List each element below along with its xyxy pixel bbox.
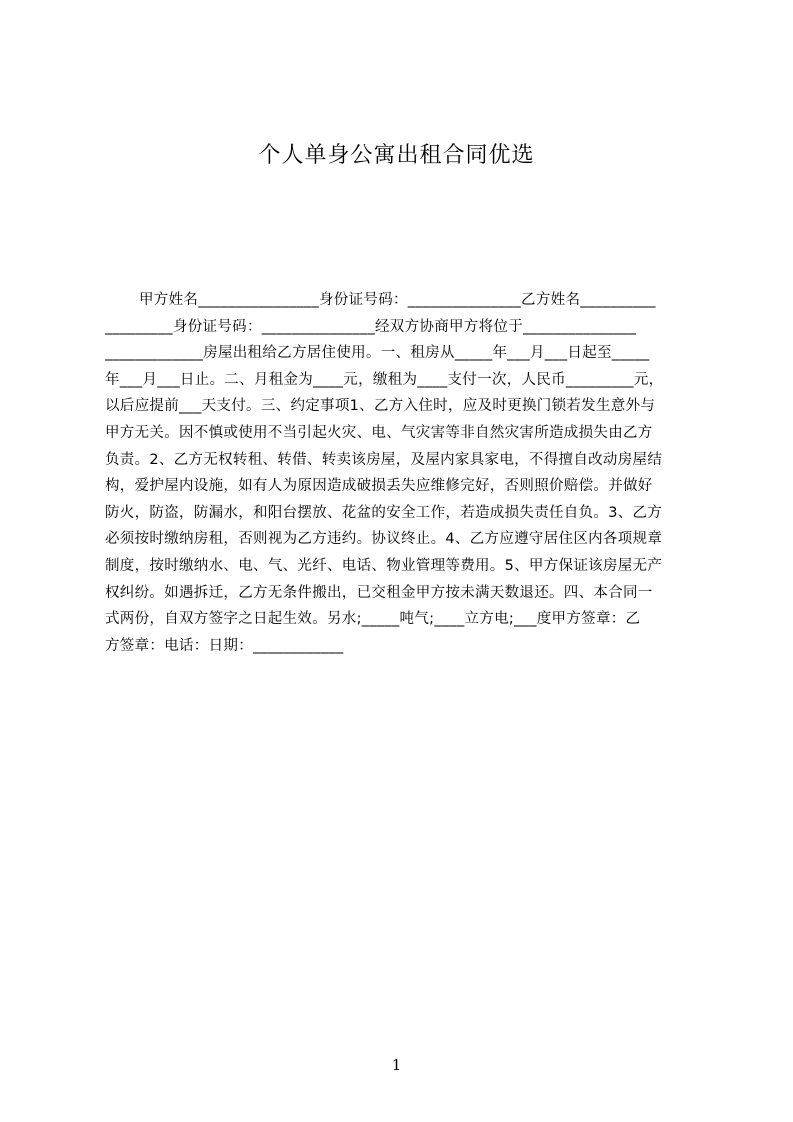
document-title: 个人单身公寓出租合同优选: [258, 143, 535, 168]
body-line-13: 式两份，自双方签字之日起生效。另水;_____吨气;____立方电;___度甲方签章：乙: [105, 611, 641, 628]
body-line-4: 年___月___日止。二、月租金为____元，缴租为____支付一次，人民币_________元，: [105, 371, 664, 388]
body-line-3: _____________房屋出租给乙方居住使用。一、租房从_____年___月___日起至_____: [105, 345, 650, 362]
body-line-11: 制度，按时缴纳水、电、气、光纤、电话、物业管理等费用。5、甲方保证该房屋无产: [105, 557, 663, 574]
contract-body-lines: [105, 287, 700, 659]
contract-body: [105, 287, 700, 667]
body-line-14: 方签章：电话：日期：____________: [105, 637, 344, 654]
body-line-10: 必须按时缴纳房租，否则视为乙方违约。协议终止。4、乙方应遵守居住区内各项规章: [105, 531, 663, 548]
body-line-7: 负责。2、乙方无权转租、转借、转卖该房屋，及屋内家具家电，不得擅自改动房屋结: [105, 451, 663, 468]
body-line-1: 甲方姓名________________身份证号码：_______________乙方姓名__________: [139, 292, 656, 308]
body-line-9: 防火，防盗，防漏水，和阳台摆放、花盆的安全工作，若造成损失责任自负。3、乙方: [105, 504, 663, 521]
body-line-12: 权纠纷。如遇拆迁，乙方无条件搬出，已交租金甲方按未满天数退还。四、本合同一: [105, 584, 653, 601]
body-line-5: 以后应提前___天支付。三、约定事项1、乙方入住时，应及时更换门锁若发生意外与: [105, 398, 656, 415]
body-line-2: _________身份证号码：_______________经双方协商甲方将位于_______________: [105, 318, 637, 335]
body-line-6: 甲方无关。因不慎或使用不当引起火灾、电、气灾害等非自然灾害所造成损失由乙方: [105, 424, 653, 441]
body-line-8: 构，爱护屋内设施，如有人为原因造成破损丢失应维修完好，否则照价赔偿。并做好: [105, 478, 653, 495]
page-number: 1: [391, 1056, 402, 1074]
